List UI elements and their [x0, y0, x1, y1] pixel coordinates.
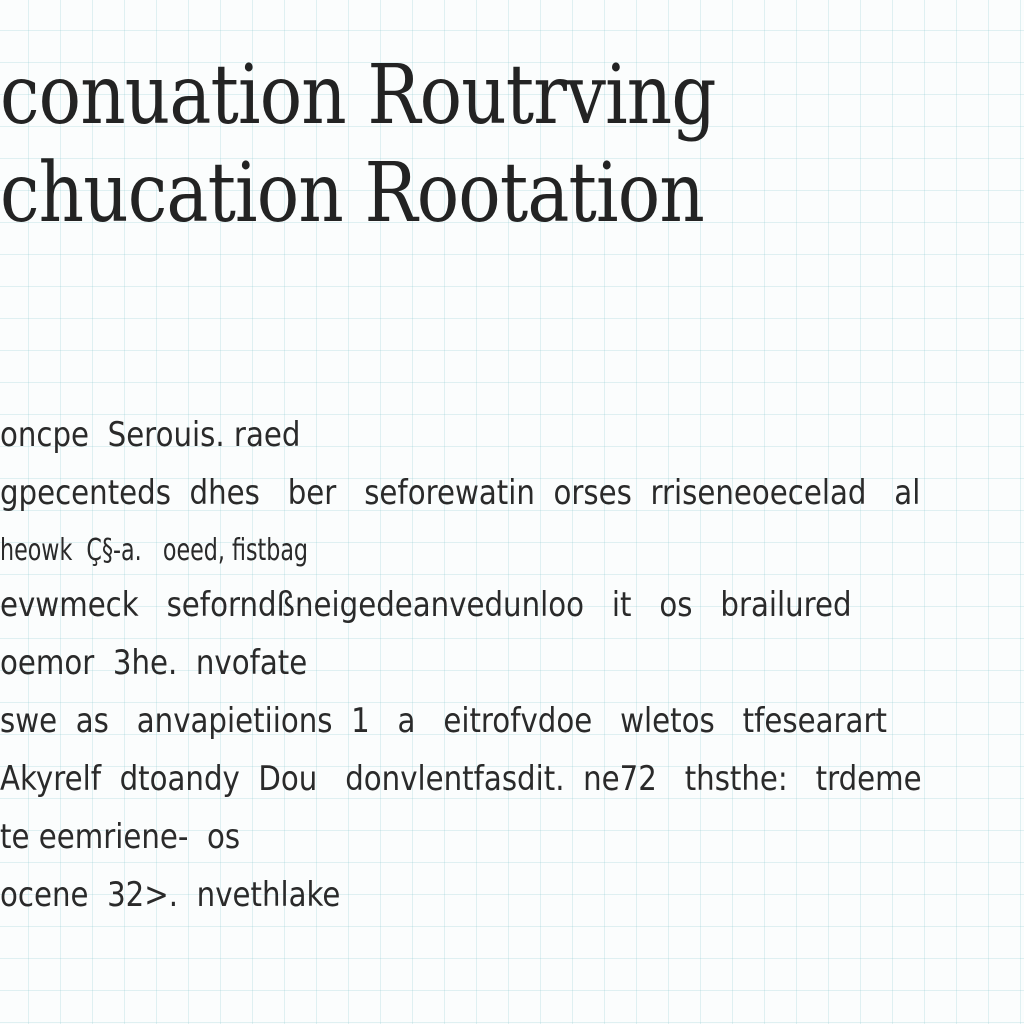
body-line-5: oemor 3he. nvofate [0, 643, 308, 683]
title-line-2: chucation Rootation [0, 146, 704, 241]
body-line-8: te eemriene- os [0, 817, 241, 857]
body-line-9: ocene 32>. nvethlake [0, 875, 341, 915]
body-line-6: swe as anvapietiions 1 a eitrofvdoe wletos tfesearart [0, 701, 887, 741]
body-line-2: gpecenteds dhes ber seforewatin orses rriseneoecelad al [0, 473, 921, 513]
body-line-1: oncpe Serouis. raed [0, 415, 301, 455]
body-line-7: Akyrelf dtoandy Dou donvlentfasdit. ne72 thsthe: trdeme [0, 759, 922, 799]
body-line-3: heowk Ç§-a. oeed, fistbag [0, 533, 309, 568]
body-line-4: evwmeck seforndßneigedeanvedunloo it os brailured [0, 585, 852, 625]
title-line-1: conuation Routrving [0, 48, 716, 143]
